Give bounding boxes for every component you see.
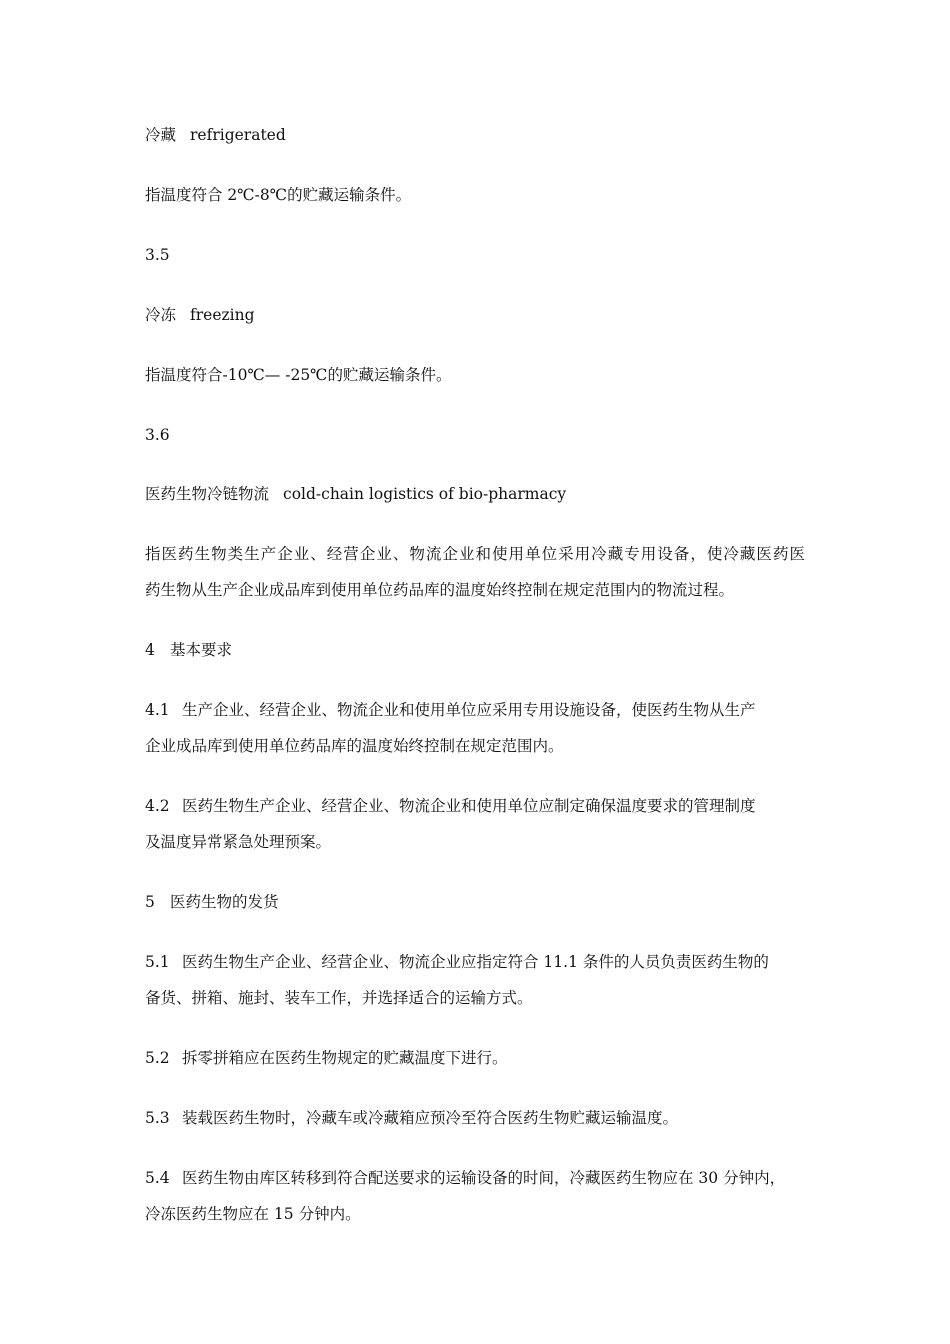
- clause-5-4-line-2: 冷冻医药生物应在 15 分钟内。: [145, 1205, 361, 1223]
- clause-text: 拆零拼箱应在医药生物规定的贮藏温度下进行。: [182, 1049, 508, 1067]
- heading-section-4: [145, 640, 232, 660]
- clause-number: 5.1: [145, 953, 170, 971]
- heading-title: 基本要求: [170, 641, 233, 659]
- clause-5-3: [145, 1108, 678, 1128]
- clause-text: 医药生物生产企业、经营企业、物流企业应指定符合 11.1 条件的人员负责医药生物的: [182, 953, 769, 971]
- clause-text: 医药生物由库区转移到符合配送要求的运输设备的时间，冷藏医药生物应在 30 分钟内，: [182, 1169, 786, 1187]
- definition-cold-chain-line-1: 指医药生物类生产企业、经营企业、物流企业和使用单位采用冷藏专用设备，使冷藏医药医: [145, 545, 805, 563]
- clause-number: 5.3: [145, 1109, 170, 1127]
- definition-freezing: 指温度符合-10℃— -25℃的贮藏运输条件。: [145, 366, 452, 384]
- heading-number: 5: [145, 893, 155, 911]
- term-zh: 冷藏: [145, 126, 177, 144]
- definition-refrigerated: 指温度符合 2℃-8℃的贮藏运输条件。: [145, 186, 412, 204]
- clause-text: 装载医药生物时，冷藏车或冷藏箱应预冷至符合医药生物贮藏运输温度。: [182, 1109, 679, 1127]
- clause-4-1-line-1: [145, 700, 756, 720]
- term-en: freezing: [190, 306, 255, 324]
- term-freezing: [145, 305, 255, 325]
- clause-number: 4.2: [145, 797, 170, 815]
- clause-text: 生产企业、经营企业、物流企业和使用单位应采用专用设施设备，使医药生物从生产: [182, 701, 756, 719]
- section-number-3-6: 3.6: [145, 426, 170, 444]
- term-cold-chain: [145, 484, 566, 504]
- clause-number: 5.2: [145, 1049, 170, 1067]
- term-en: cold-chain logistics of bio-pharmacy: [283, 485, 567, 503]
- heading-number: 4: [145, 641, 155, 659]
- heading-section-5: [145, 892, 279, 912]
- clause-4-2-line-1: [145, 796, 756, 816]
- heading-title: 医药生物的发货: [170, 893, 279, 911]
- clause-number: 4.1: [145, 701, 170, 719]
- clause-5-4-line-1: [145, 1168, 785, 1188]
- term-zh: 医药生物冷链物流: [145, 485, 270, 503]
- term-en: refrigerated: [190, 126, 286, 144]
- clause-5-2: [145, 1048, 508, 1068]
- clause-text: 医药生物生产企业、经营企业、物流企业和使用单位应制定确保温度要求的管理制度: [182, 797, 756, 815]
- clause-4-1-line-2: 企业成品库到使用单位药品库的温度始终控制在规定范围内。: [145, 737, 564, 755]
- definition-cold-chain-line-2: 药生物从生产企业成品库到使用单位药品库的温度始终控制在规定范围内的物流过程。: [145, 581, 735, 599]
- term-zh: 冷冻: [145, 306, 177, 324]
- term-refrigerated: [145, 125, 286, 145]
- section-number-3-5: 3.5: [145, 246, 170, 264]
- clause-number: 5.4: [145, 1169, 170, 1187]
- clause-5-1-line-2: 备货、拼箱、施封、装车工作，并选择适合的运输方式。: [145, 989, 533, 1007]
- clause-5-1-line-1: [145, 952, 769, 972]
- clause-4-2-line-2: 及温度异常紧急处理预案。: [145, 833, 332, 851]
